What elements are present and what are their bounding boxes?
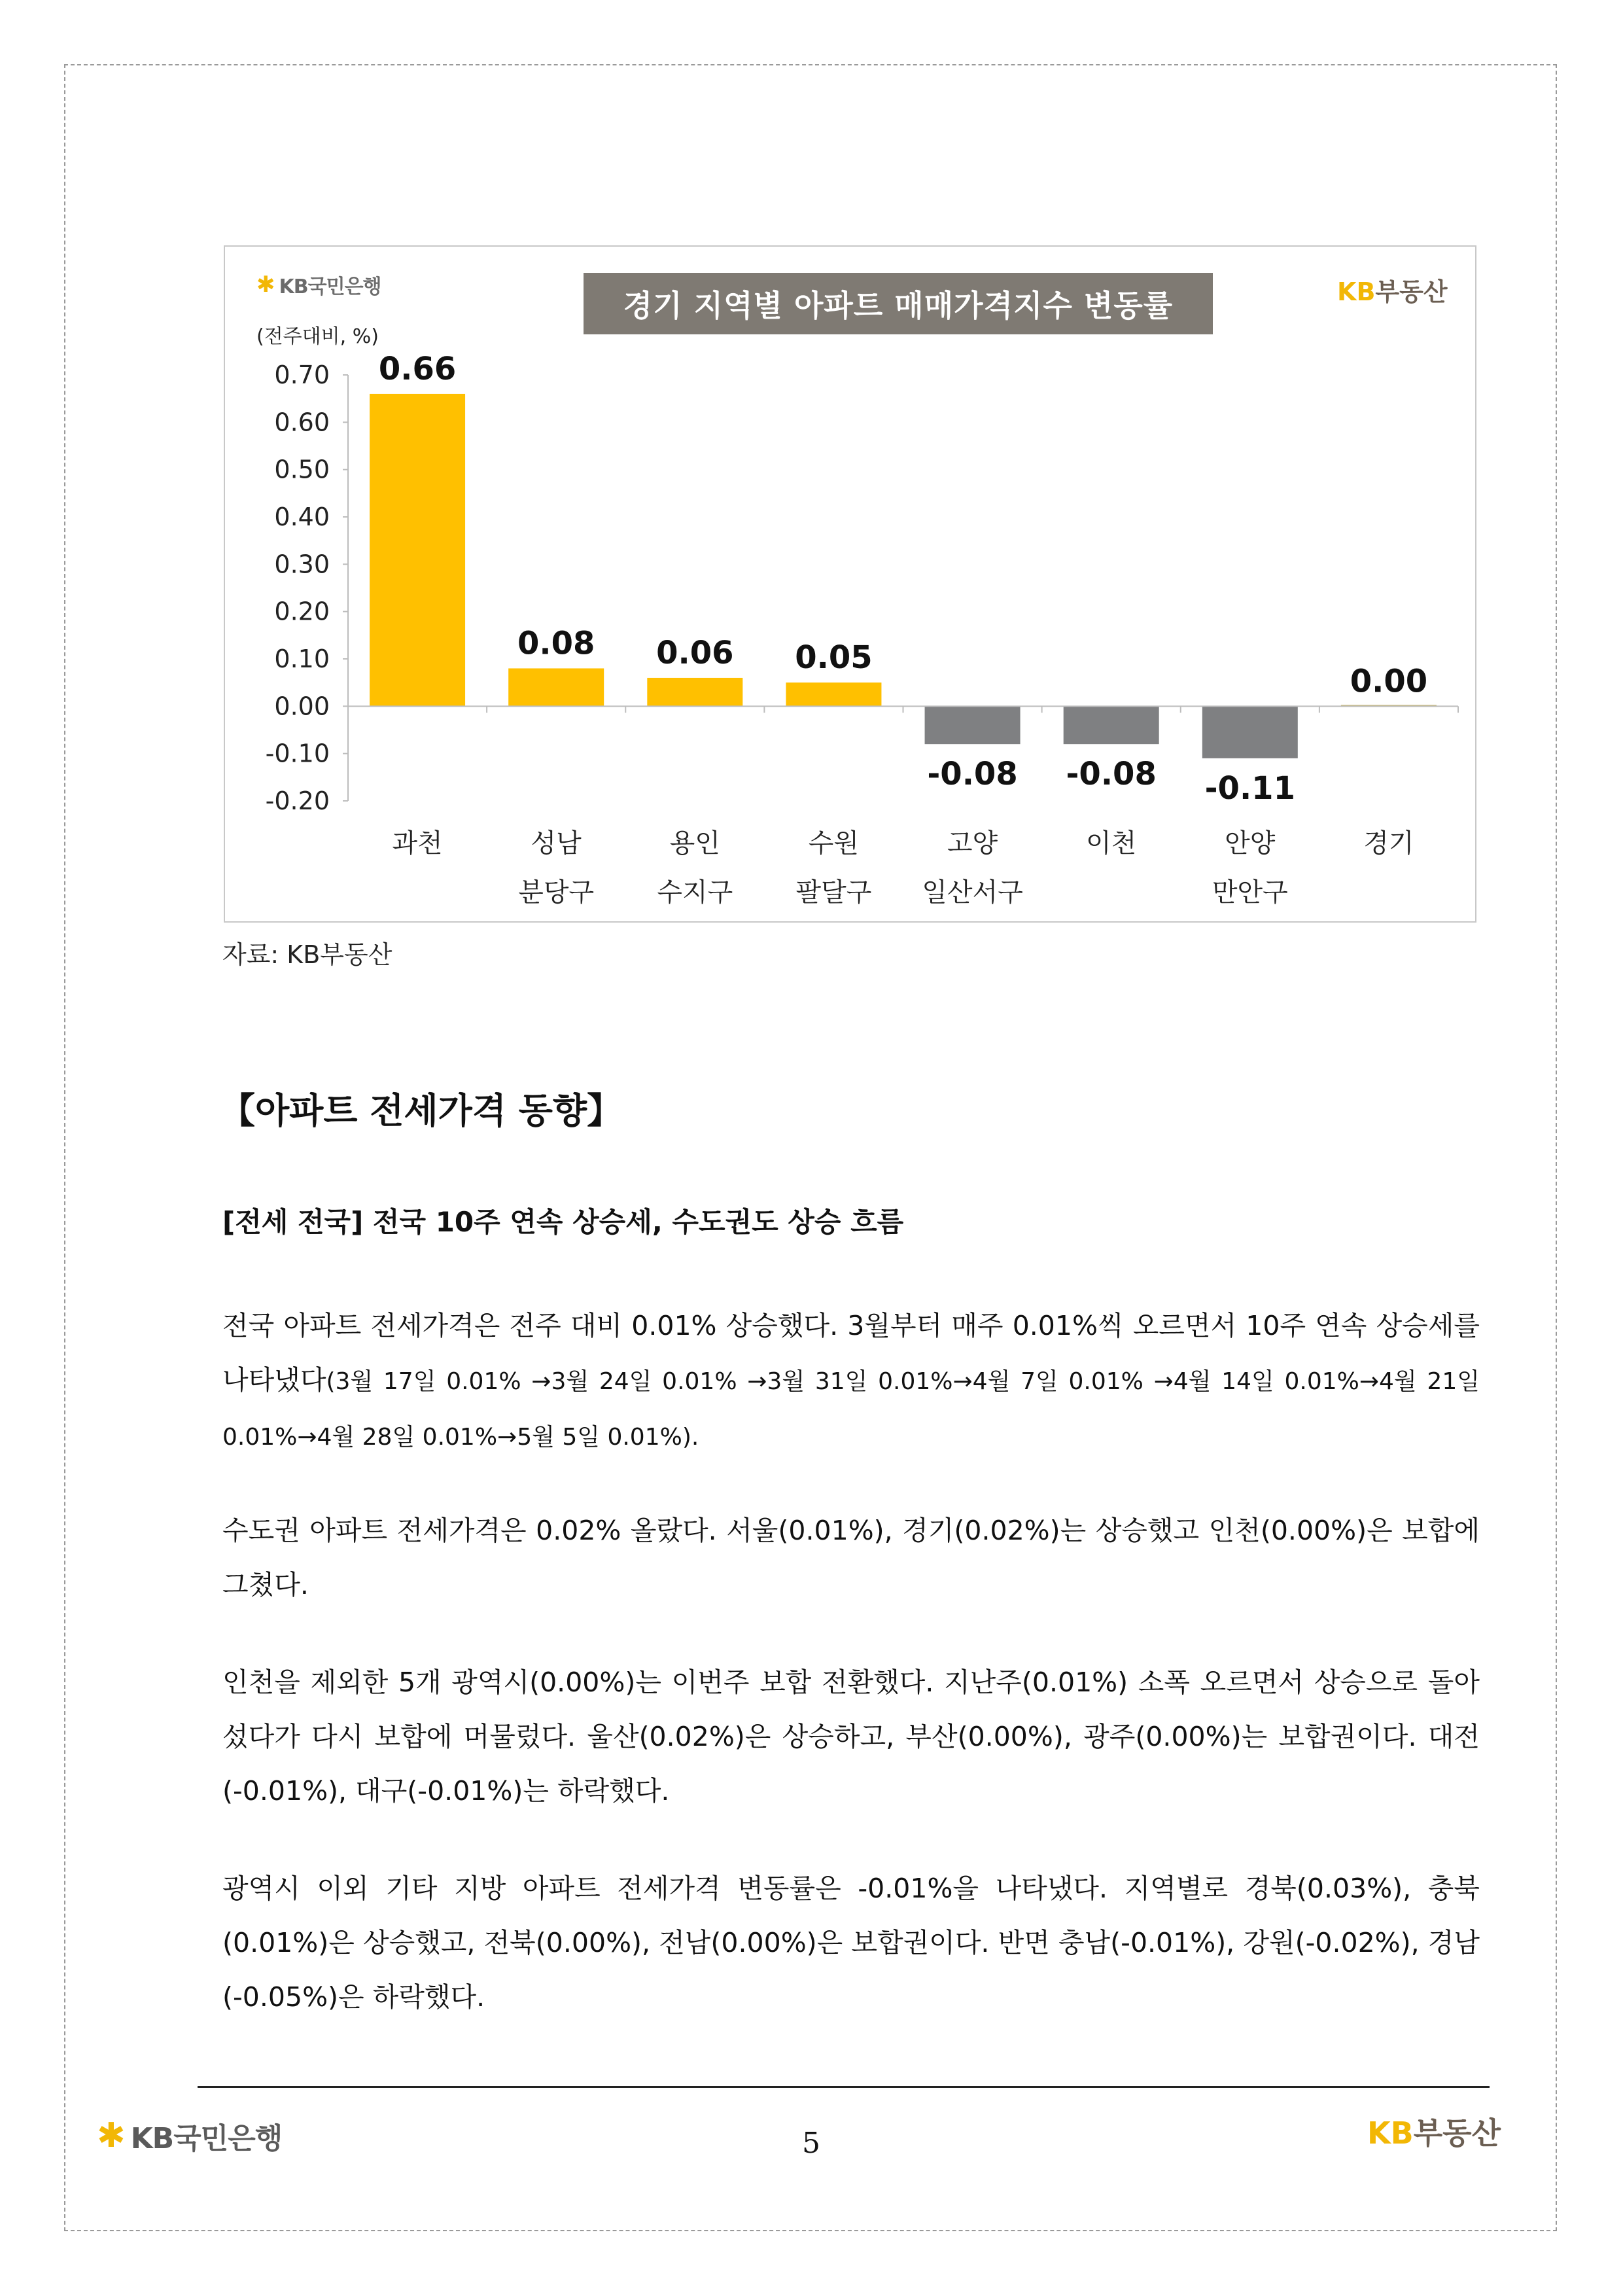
x-category-label: 수원 bbox=[808, 828, 860, 858]
x-category-label: 분당구 bbox=[518, 877, 595, 908]
footer-realestate-logo-kb: KB bbox=[1367, 2115, 1414, 2151]
y-tick-label: -0.20 bbox=[265, 786, 330, 815]
y-tick-label: 0.40 bbox=[274, 503, 330, 531]
x-category-label: 안양 bbox=[1225, 828, 1276, 858]
y-tick-label: 0.60 bbox=[274, 408, 330, 437]
bar-value-label: -0.11 bbox=[1204, 769, 1295, 807]
x-category-label: 경기 bbox=[1363, 828, 1414, 858]
paragraph-1-main: 전국 아파트 전세가격은 전주 대비 0.01% 상승했다. 3월부터 매주 0.01%씩 오르면서 10주 연속 상승세를 나타냈다 bbox=[222, 1310, 1480, 1396]
y-tick-label: -0.10 bbox=[265, 739, 330, 768]
realestate-logo-kb: KB bbox=[1337, 277, 1376, 306]
bar-value-label: 0.08 bbox=[517, 625, 595, 662]
bar bbox=[1064, 706, 1159, 744]
x-category-label: 용인 bbox=[669, 828, 720, 858]
y-tick-label: 0.00 bbox=[274, 692, 330, 721]
paragraph-3: 인천을 제외한 5개 광역시(0.00%)는 이번주 보합 전환했다. 지난주(0.01%) 소폭 오르면서 상승으로 돌아섰다가 다시 보합에 머물렀다. 울산(0.02%)은 상승하고, 부산(0.00%), 광주(0.00%)는 보합권이다. 대전(-0.01%), 대구(-0.01%)는 하락했다. bbox=[222, 1667, 1480, 1807]
footer-kb-star-icon: ✱ bbox=[97, 2116, 126, 2155]
bar-value-label: -0.08 bbox=[927, 756, 1018, 793]
bar-chart bbox=[225, 247, 1475, 921]
x-category-label: 과천 bbox=[392, 828, 443, 858]
chart-panel bbox=[224, 245, 1476, 923]
paragraph-2: 수도권 아파트 전세가격은 0.02% 올랐다. 서울(0.01%), 경기(0.02%)는 상승했고 인천(0.00%)은 보합에 그쳤다. bbox=[222, 1515, 1480, 1600]
bar-value-label: -0.08 bbox=[1066, 756, 1157, 793]
x-category-label: 수지구 bbox=[657, 877, 733, 908]
bar bbox=[786, 682, 881, 706]
kb-star-icon: ✱ bbox=[256, 272, 275, 298]
bar bbox=[647, 678, 742, 706]
bar bbox=[1202, 706, 1298, 758]
realestate-logo-text: 부동산 bbox=[1375, 277, 1448, 306]
footer-realestate-logo-text: 부동산 bbox=[1413, 2115, 1501, 2151]
paragraph-1-dates: (3월 17일 0.01% →3월 24일 0.01% →3월 31일 0.01%→4월 7일 0.01% →4월 14일 0.01%→4월 21일 0.01%→4월 28일 0.01%→5월 5일 0.01%). bbox=[222, 1368, 1480, 1451]
x-category-label: 이천 bbox=[1086, 828, 1137, 858]
x-category-label: 성남 bbox=[531, 828, 582, 858]
chart-source: 자료: KB부동산 bbox=[222, 940, 393, 969]
y-axis-unit: (전주대비, %) bbox=[256, 325, 379, 348]
bar bbox=[508, 668, 604, 706]
x-category-label: 팔달구 bbox=[795, 877, 872, 908]
paragraph-4: 광역시 이외 기타 지방 아파트 전세가격 변동률은 -0.01%을 나타냈다. 지역별로 경북(0.03%), 충북(0.01%)은 상승했고, 전북(0.00%), 전남(0.00%)은 보합권이다. 반면 충남(-0.01%), 강원(-0.02%), 경남(-0.05%)은 하락했다. bbox=[222, 1873, 1480, 2013]
chart-title: 경기 지역별 아파트 매매가격지수 변동률 bbox=[584, 273, 1213, 334]
y-tick-label: 0.10 bbox=[274, 645, 330, 673]
bar-value-label: 0.05 bbox=[795, 639, 873, 677]
section-title: 【아파트 전세가격 동향】 bbox=[220, 1090, 623, 1131]
sub-heading: [전세 전국] 전국 10주 연속 상승세, 수도권도 상승 흐름 bbox=[222, 1206, 904, 1238]
footer-divider bbox=[198, 2086, 1490, 2088]
bar bbox=[925, 706, 1021, 744]
bank-logo-text: KB국민은행 bbox=[279, 275, 381, 298]
bar bbox=[370, 394, 465, 706]
x-category-label: 만안구 bbox=[1212, 877, 1288, 908]
y-tick-label: 0.30 bbox=[274, 550, 330, 579]
page-number: 5 bbox=[802, 2127, 820, 2160]
bar-value-label: 0.00 bbox=[1350, 663, 1428, 700]
bar-value-label: 0.66 bbox=[378, 350, 457, 387]
paragraph-1 bbox=[222, 1299, 1480, 1464]
footer-realestate-logo bbox=[1367, 2110, 1501, 2153]
footer-bank-logo-text: KB국민은행 bbox=[130, 2122, 283, 2155]
footer-bank-logo bbox=[97, 2115, 282, 2157]
y-tick-label: 0.70 bbox=[274, 361, 330, 389]
bar-value-label: 0.06 bbox=[656, 634, 734, 671]
x-category-label: 일산서구 bbox=[922, 877, 1023, 908]
y-tick-label: 0.20 bbox=[274, 597, 330, 626]
x-category-label: 고양 bbox=[947, 828, 998, 858]
y-tick-label: 0.50 bbox=[274, 455, 330, 484]
